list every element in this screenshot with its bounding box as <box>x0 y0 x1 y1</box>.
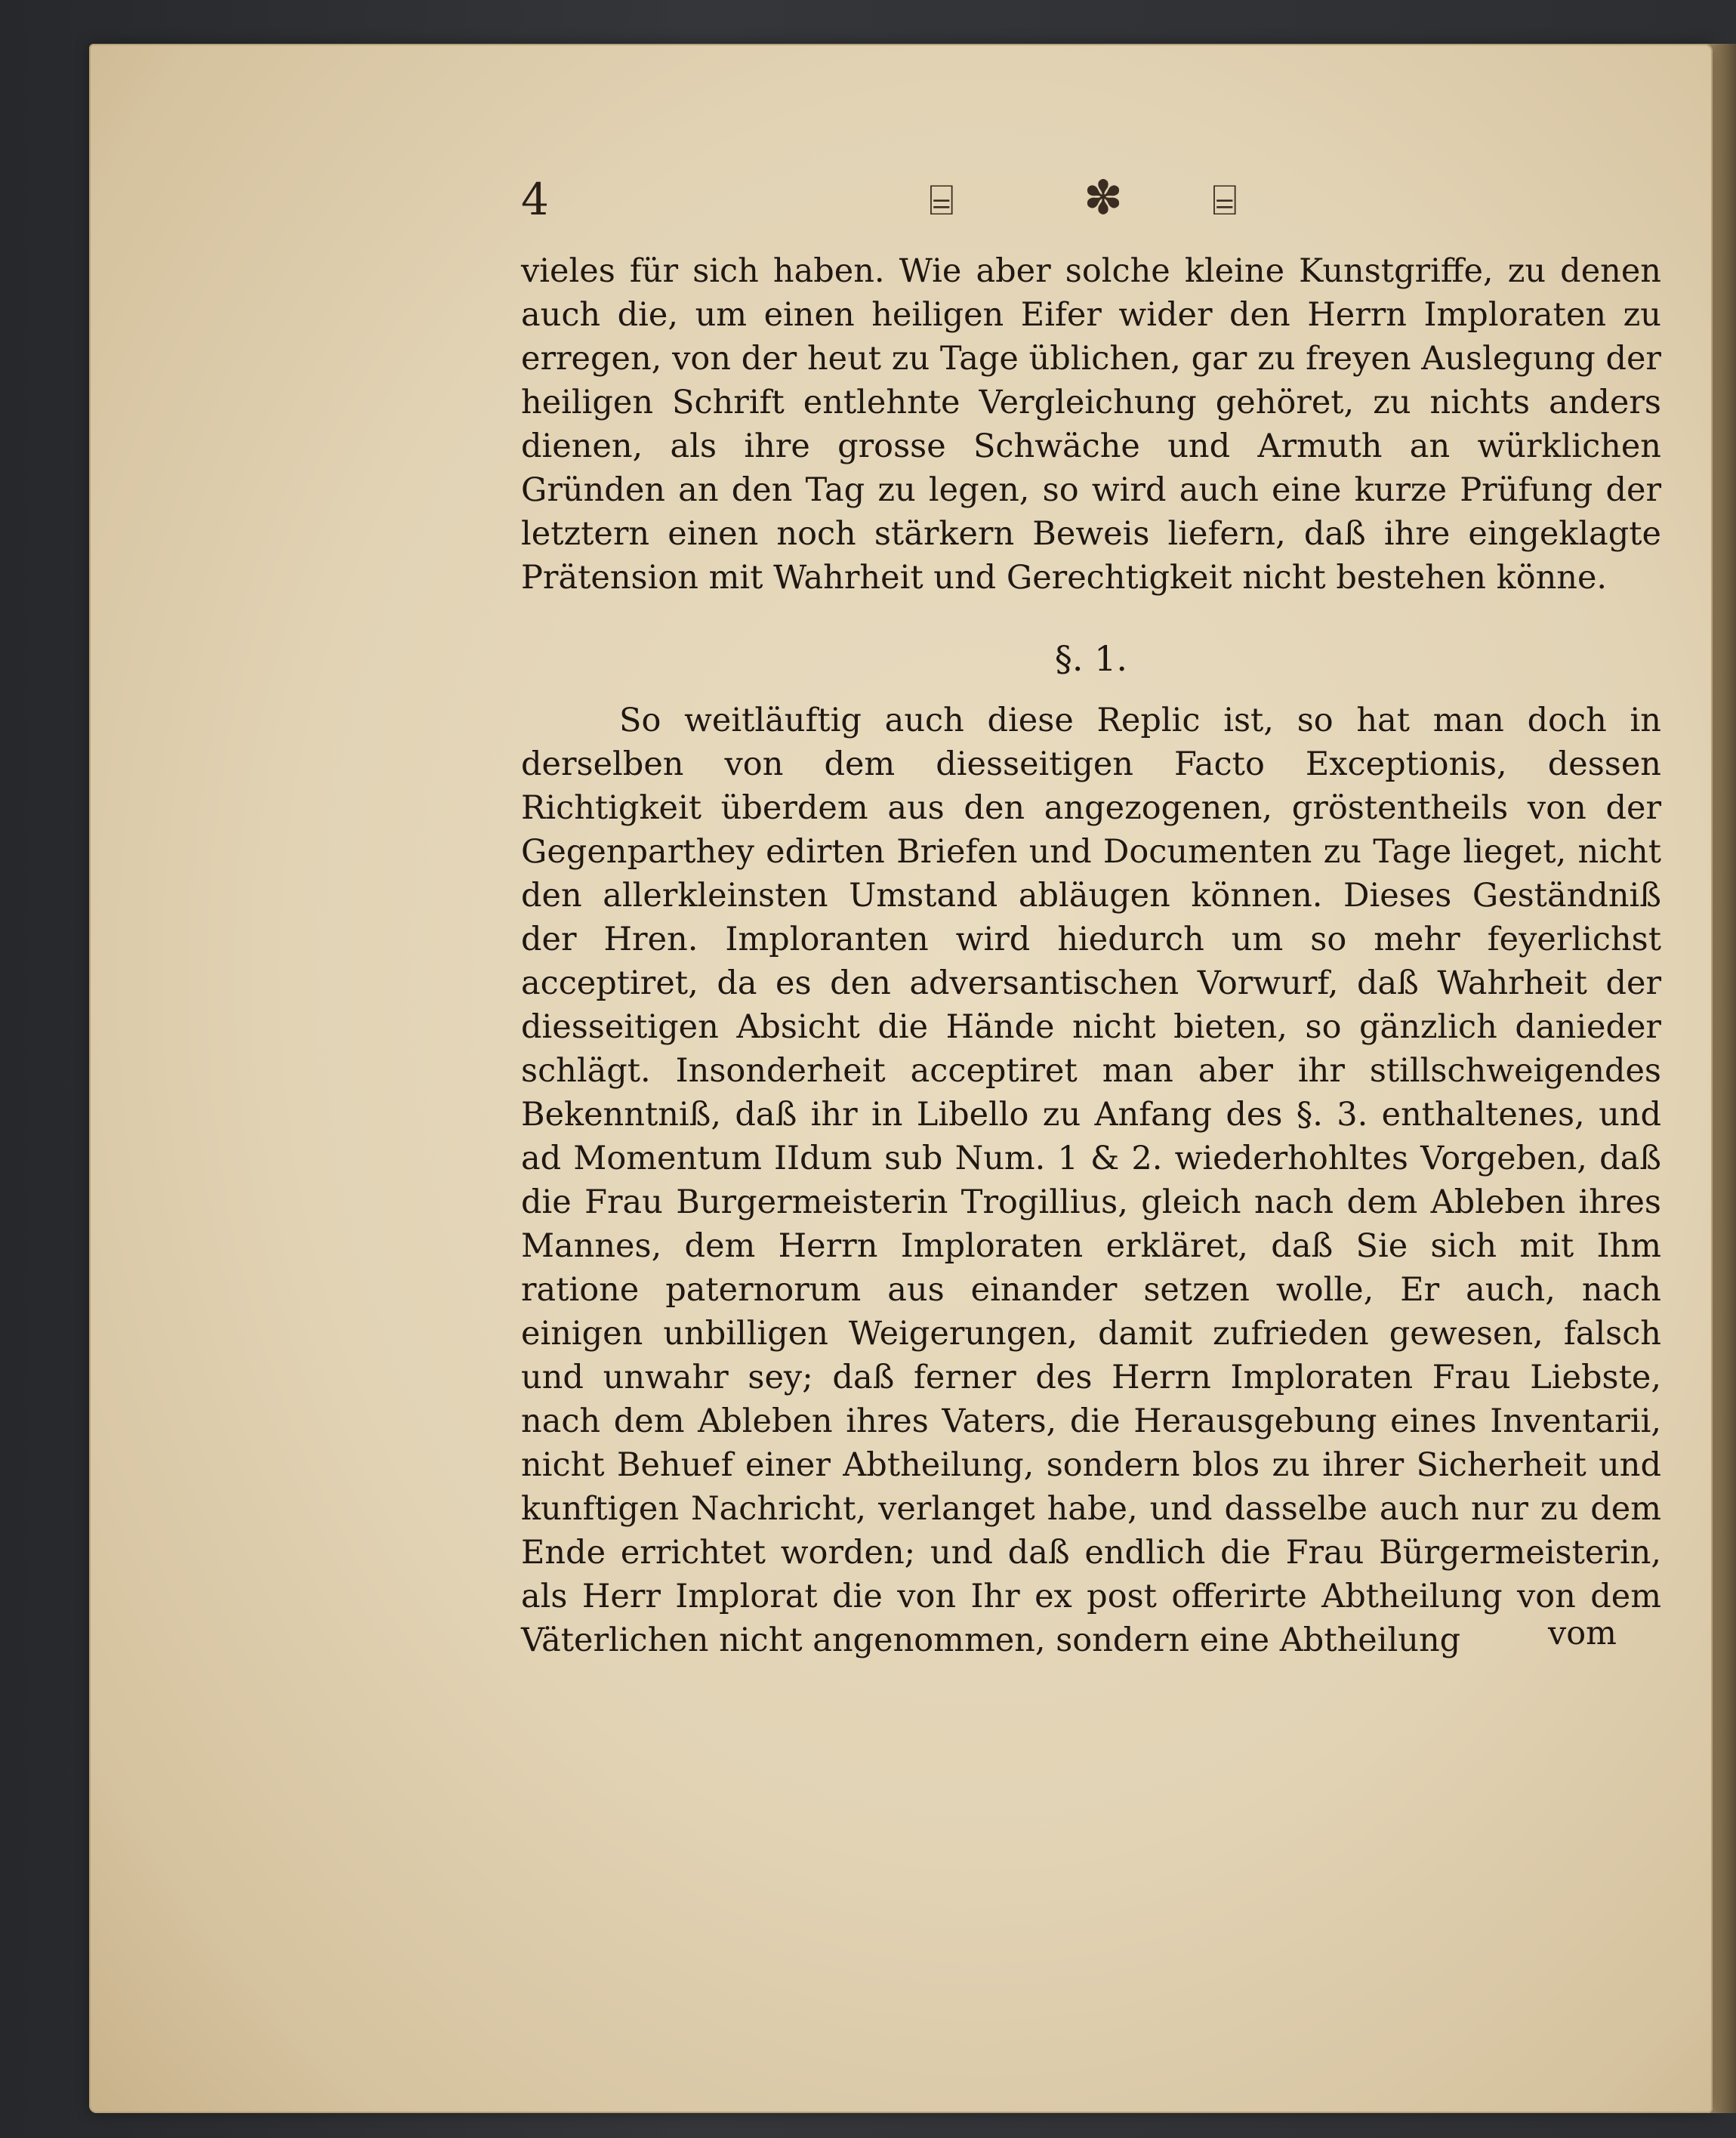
ornament-left-icon: ⌸ <box>929 176 954 225</box>
section-paragraph: So weitläuftig auch diese Replic ist, so hat man doch in derselben von dem diesseitigen Facto Exceptionis, dessen Richtigkeit überdem aus den angezogenen, gröstentheils von der Gegenparthey edirten Briefen und Documenten zu Tage lieget, nicht den allerkleinsten Umstand abläugen können. Dieses Geständniß der Hren. Imploranten wird hiedurch um so mehr feyerlichst acceptiret, da es den adversantischen Vorwurf, daß Wahrheit der diesseitigen Absicht die Hände nicht bieten, so gänzlich danieder schlägt. Insonderheit acceptiret man aber ihr stillschweigendes Bekenntniß, daß ihr in Libello zu Anfang des §. 3. enthaltenes, und ad Momentum IIdum sub Num. 1 & 2. wiederhohltes Vorgeben, daß die Frau Burgermeisterin Trogillius, gleich nach dem Ableben ihres Mannes, dem Herrn Imploraten erkläret, daß Sie sich mit Ihm ratione paternorum aus einander setzen wolle, Er auch, nach einigen unbilligen Weigerungen, damit zufrieden gewesen, falsch und unwahr sey; daß ferner des Herrn Imploraten Frau Liebste, nach dem Ableben ihres Vaters, die Herausgebung eines Inventarii, nicht Behuef einer Abtheilung, sondern blos zu ihrer Sicherheit und kunftigen Nachricht, verlanget habe, und dasselbe auch nur zu dem Ende errichtet worden; und daß endlich die Frau Bürgermeisterin, als Herr Implorat die von Ihr ex post offerirte Abtheilung von dem Väterlichen nicht angenommen, sondern eine Abtheilung <box>521 702 1661 1659</box>
intro-paragraph: vieles für sich haben. Wie aber solche kleine Kunstgriffe, zu denen auch die, um einen heiligen Eifer wider den Herrn Imploraten zu erregen, von der heut zu Tage üblichen, gar zu freyen Auslegung der heiligen Schrift entlehnte Vergleichung gehöret, zu nichts anders dienen, als ihre grosse Schwäche und Armuth an würklichen Gründen an den Tag zu legen, so wird auch eine kurze Prüfung der letztern einen noch stärkern Beweis liefern, daß ihre eingeklagte Prätension mit Wahrheit und Gerechtigkeit nicht bestehen könne. <box>521 252 1661 597</box>
ornament-right-icon: ⌸ <box>1212 176 1238 225</box>
section-heading: §. 1. <box>1054 638 1128 679</box>
page-header <box>521 170 1661 234</box>
catchword: vom <box>1548 1615 1617 1652</box>
ornament-flower-icon: ✽ <box>1084 170 1123 225</box>
page-number: 4 <box>521 174 549 225</box>
